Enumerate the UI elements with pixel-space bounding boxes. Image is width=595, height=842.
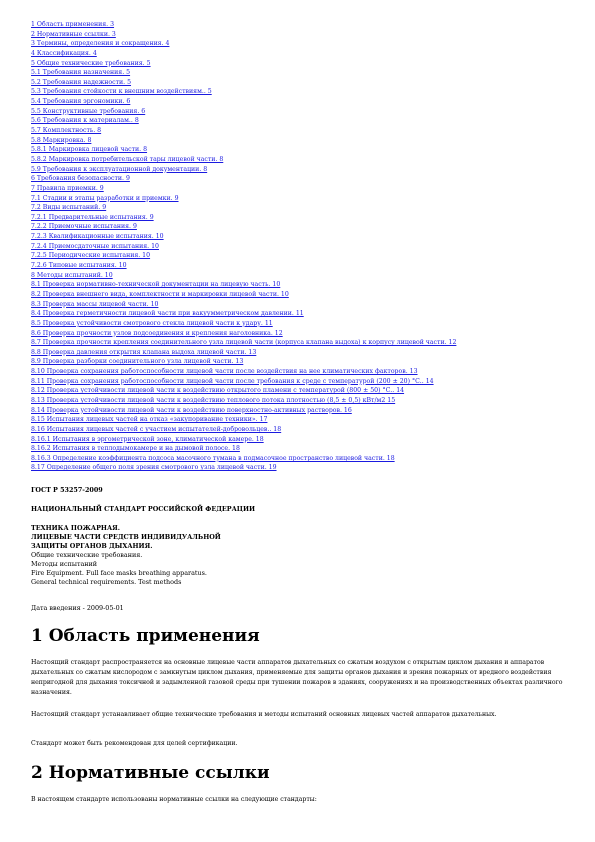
toc-link[interactable]: 8 Методы испытаний. 10 (31, 271, 113, 279)
toc-link[interactable]: 8.14 Проверка устойчивости лицевой части к воздействию поверхностно-активных растворов. 16 (31, 406, 352, 414)
intro-date: Дата введения - 2009-05-01 (31, 604, 124, 612)
doc-title-line: ЛИЦЕВЫЕ ЧАСТИ СРЕДСТВ ИНДИВИДУАЛЬНОЙ (31, 533, 221, 541)
section-1-paragraph: Настоящий стандарт устанавливает общие технические требования и методы испытаний основных лицевых частей аппаратов дыхательных. (31, 711, 497, 718)
toc-link[interactable]: 7.2.2 Приемочные испытания. 9 (31, 223, 137, 231)
toc-link[interactable]: 5.3 Требования стойкости к внешним воздействиям.. 5 (31, 88, 212, 96)
doc-title-line: ЗАЩИТЫ ОРГАНОВ ДЫХАНИЯ. (31, 542, 153, 550)
toc-link[interactable]: 8.13 Проверка устойчивости лицевой части к воздействию теплового потока плотностью (8,5 ± 0,5) кВт/м2 15 (31, 396, 396, 404)
toc-link[interactable]: 5.8.2 Маркировка потребительской тары лицевой части. 8 (31, 155, 224, 163)
toc-link[interactable]: 5.1 Требования назначения. 5 (31, 69, 131, 77)
toc-link[interactable]: 5.6 Требования к материалам.. 8 (31, 117, 139, 125)
section-2-heading: 2 Нормативные ссылки (31, 763, 270, 783)
toc-link[interactable]: 5.5 Конструктивные требования. 6 (31, 107, 146, 115)
toc-link[interactable]: 4 Классификация. 4 (31, 49, 97, 57)
toc-link[interactable]: 8.15 Испытания лицевых частей на отказ «закупоривание техники». 17 (31, 416, 268, 424)
toc-link[interactable]: 7.2 Виды испытаний. 9 (31, 204, 107, 212)
section-1-paragraph: Настоящий стандарт распространяется на основные лицевые части аппаратов дыхательных со сжатым воздухом с открытым циклом дыхания и аппаратов дыхательных со сжатым кислородом с замкнутым циклом дыхания, применяемые для защиты органов дыхания и зрения пожарных от вредного воздействия непригодной для дыхания токсичной и задымленной газовой среды при тушении пожаров в зданиях, сооружениях и на производственных объектах различного назначения. (31, 659, 563, 696)
section-1-heading: 1 Область применения (31, 626, 260, 646)
toc-link[interactable]: 7.2.6 Типовые испытания. 10 (31, 262, 127, 270)
toc-link[interactable]: 8.8 Проверка давления открытия клапана выдоха лицевой части. 13 (31, 348, 257, 356)
toc-link[interactable]: 8.16.3 Определение коэффициента подсоса масочного тумана в подмасочное пространство лицевой части. 18 (31, 454, 395, 462)
toc-link[interactable]: 5.8.1 Маркировка лицевой части. 8 (31, 146, 148, 154)
toc-link[interactable]: 8.9 Проверка разборки соединительного узла лицевой части. 13 (31, 358, 244, 366)
toc-link[interactable]: 7.2.1 Предварительные испытания. 9 (31, 213, 154, 221)
doc-title-line: ТЕХНИКА ПОЖАРНАЯ. (31, 524, 121, 532)
doc-subtitle-line: Fire Equipment. Full face masks breathing apparatus. (31, 569, 207, 577)
toc-link[interactable]: 5.7 Комплектность. 8 (31, 127, 102, 135)
toc-link[interactable]: 8.5 Проверка устойчивости смотрового стекла лицевой части к удару. 11 (31, 319, 273, 327)
toc-link[interactable]: 8.4 Проверка герметичности лицевой части при вакуумметрическом давлении. 11 (31, 310, 304, 318)
toc-link[interactable]: 2 Нормативные ссылки. 3 (31, 30, 116, 38)
toc-link[interactable]: 5.8 Маркировка. 8 (31, 136, 92, 144)
toc-link[interactable]: 8.3 Проверка массы лицевой части. 10 (31, 300, 159, 308)
gost-number: ГОСТ Р 53257-2009 (31, 486, 103, 494)
toc-link[interactable]: 7.2.4 Приемосдаточные испытания. 10 (31, 242, 159, 250)
toc-link[interactable]: 7.2.5 Периодические испытания. 10 (31, 252, 151, 260)
toc-link[interactable]: 5 Общие технические требования. 5 (31, 59, 151, 67)
doc-subtitle-line: Методы испытаний (31, 560, 98, 568)
toc-link[interactable]: 8.16.2 Испытания в теплодымокамере и на дымовой полосе. 18 (31, 445, 240, 453)
toc-link[interactable]: 8.17 Определение общего поля зрения смотрового узла лицевой части. 19 (31, 464, 277, 472)
section-1-paragraph: Стандарт может быть рекомендован для целей сертификации. (31, 740, 238, 747)
toc-link[interactable]: 5.9 Требования к эксплуатационной документации. 8 (31, 165, 208, 173)
toc-link[interactable]: 7.2.3 Квалификационные испытания. 10 (31, 233, 164, 241)
toc-link[interactable]: 6 Требования безопасности. 9 (31, 175, 130, 183)
toc-link[interactable]: 8.6 Проверка прочности узлов подсоединения и крепления наголовника. 12 (31, 329, 283, 337)
toc-link[interactable]: 8.16 Испытания лицевых частей с участием испытателей-добровольцев.. 18 (31, 425, 282, 433)
standard-title: НАЦИОНАЛЬНЫЙ СТАНДАРТ РОССИЙСКОЙ ФЕДЕРАЦИИ (31, 505, 256, 513)
doc-subtitle-line: General technical requirements. Test methods (31, 578, 182, 586)
toc-link[interactable]: 8.1 Проверка нормативно-технической документации на лицевую часть. 10 (31, 281, 281, 289)
toc-link[interactable]: 5.4 Требования эргономики. 6 (31, 98, 131, 106)
toc-link[interactable]: 7 Правила приемки. 9 (31, 184, 104, 192)
section-2-paragraph: В настоящем стандарте использованы нормативные ссылки на следующие стандарты: (31, 796, 317, 803)
toc-link[interactable]: 1 Область применения. 3 (31, 21, 115, 28)
toc-link[interactable]: 8.11 Проверка сохранения работоспособности лицевой части после требования к среде с температурой (200 ± 20) °С.. 14 (31, 377, 434, 385)
toc-link[interactable]: 8.7 Проверка прочности крепления соединительного узла лицевой части (корпуса клапана выдоха) к корпусу лицевой части. 12 (31, 339, 457, 347)
toc-link[interactable]: 5.2 Требования надежности. 5 (31, 78, 132, 86)
doc-subtitle-line: Общие технические требования. (31, 551, 143, 559)
toc-link[interactable]: 8.12 Проверка устойчивости лицевой части к воздействию открытого пламени с температурой (800 ± 50) °С.. 14 (31, 387, 405, 395)
toc-link[interactable]: 3 Термины, определения и сокращения. 4 (31, 40, 170, 48)
toc-link[interactable]: 8.2 Проверка внешнего вида, комплектности и маркировки лицевой части. 10 (31, 290, 289, 298)
toc-link[interactable]: 8.16.1 Испытания в эргометрической зоне, климатической камере. 18 (31, 435, 264, 443)
toc-link[interactable]: 8.10 Проверка сохранения работоспособности лицевой части после воздействия на нее климатических факторов. 13 (31, 368, 418, 376)
toc-link[interactable]: 7.1 Стадии и этапы разработки и приемки. 9 (31, 194, 179, 202)
table-of-contents (31, 20, 571, 473)
